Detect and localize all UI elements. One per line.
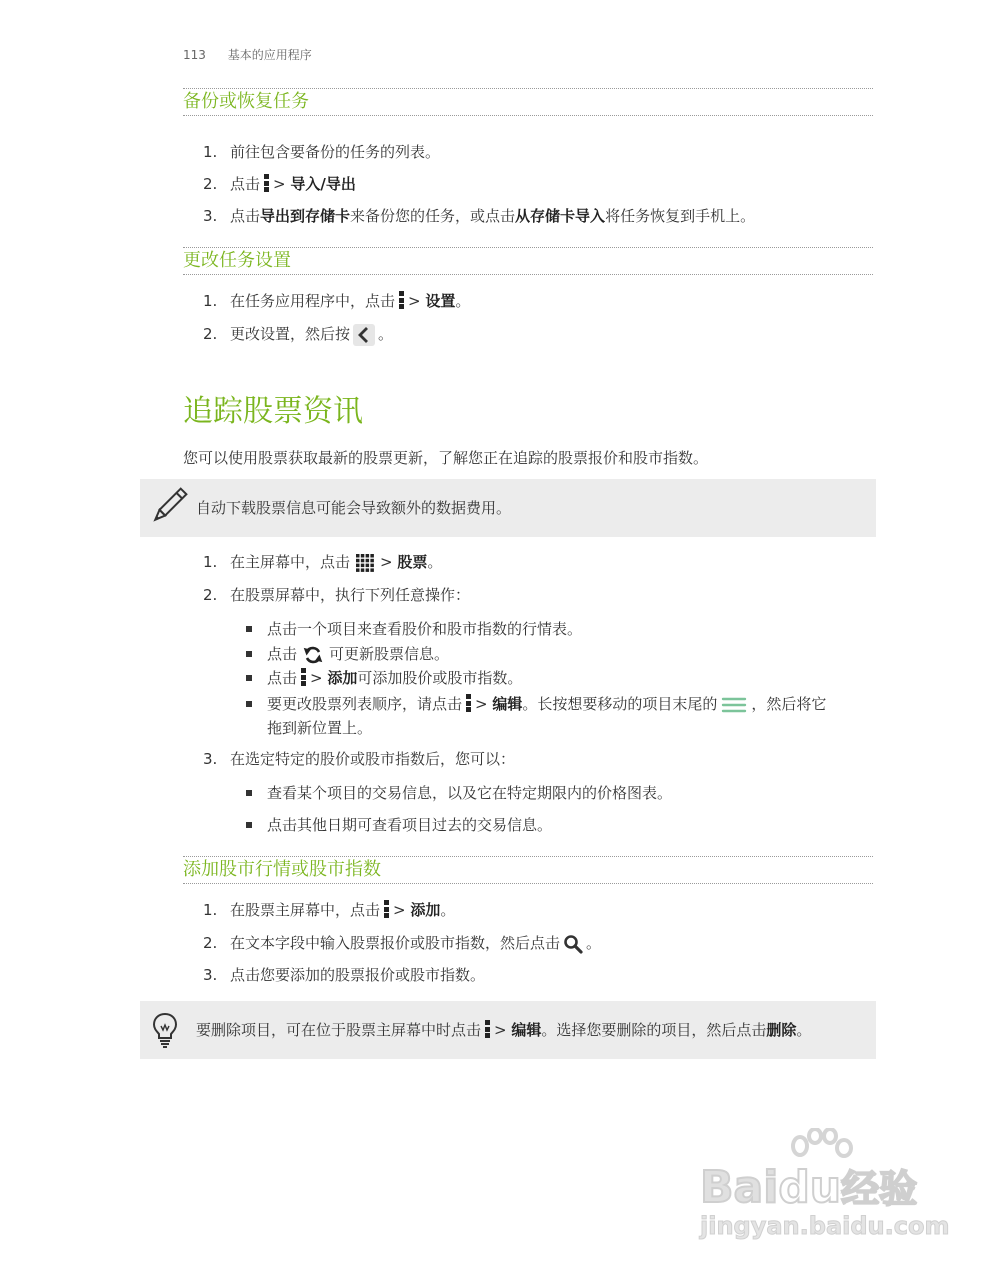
tip-box bbox=[140, 1001, 876, 1059]
menu-icon bbox=[485, 1020, 490, 1038]
menu-icon bbox=[399, 291, 404, 309]
list-item: 2. 更改设置，然后按 。 bbox=[203, 322, 393, 346]
list-item: 1. 在股票主屏幕中，点击 > 添加。 bbox=[203, 901, 456, 919]
list-item: 3. 在选定特定的股价或股市指数后，您可以： bbox=[203, 750, 516, 768]
tip-text: 要删除项目，可在位于股票主屏幕中时点击 > 编辑。选择您要删除的项目，然后点击删除。 bbox=[196, 1021, 812, 1039]
back-icon bbox=[353, 324, 375, 346]
baidu-watermark bbox=[700, 1128, 950, 1248]
note-box bbox=[140, 479, 876, 537]
apps-grid-icon bbox=[356, 554, 374, 572]
pencil-icon bbox=[148, 487, 188, 527]
section-backup bbox=[183, 88, 873, 118]
search-icon bbox=[563, 934, 583, 954]
list-item: 2. 在文本字段中输入股票报价或股市指数，然后点击 。 bbox=[203, 934, 602, 952]
list-item: 3. 点击导出到存储卡来备份您的任务，或点击从存储卡导入将任务恢复到手机上。 bbox=[203, 207, 756, 225]
list-item: 1. 前往包含要备份的任务的列表。 bbox=[203, 143, 441, 161]
lightbulb-icon bbox=[152, 1012, 178, 1048]
list-item: 2. 在股票屏幕中，执行下列任意操作： bbox=[203, 586, 471, 604]
section-title: 更改任务设置 bbox=[183, 250, 291, 271]
intro-paragraph: 您可以使用股票获取最新的股票更新，了解您正在追踪的股票报价和股市指数。 bbox=[183, 449, 709, 467]
chapter-title: 基本的应用程序 bbox=[227, 48, 312, 62]
page-number: 113 bbox=[183, 48, 206, 62]
list-item: 1. 在任务应用程序中，点击 > 设置。 bbox=[203, 292, 471, 310]
watermark-url: jingyan.baidu.com bbox=[700, 1212, 950, 1240]
section-title: 备份或恢复任务 bbox=[183, 91, 309, 112]
section-settings bbox=[183, 247, 873, 277]
menu-icon bbox=[264, 174, 269, 192]
list-item: 1. 在主屏幕中，点击 > 股票。 bbox=[203, 553, 443, 571]
refresh-icon bbox=[303, 645, 323, 665]
watermark-brand: Baidu经验 bbox=[700, 1162, 918, 1213]
section-title: 添加股市行情或股市指数 bbox=[183, 859, 381, 880]
menu-icon bbox=[301, 668, 306, 686]
chapter-heading: 追踪股票资讯 bbox=[183, 394, 363, 429]
menu-icon bbox=[384, 900, 389, 918]
reorder-handle-icon bbox=[721, 696, 747, 714]
note-text: 自动下载股票信息可能会导致额外的数据费用。 bbox=[196, 499, 512, 517]
page-header bbox=[183, 46, 312, 63]
section-add-stock bbox=[183, 856, 873, 886]
list-item: 3. 点击您要添加的股票报价或股市指数。 bbox=[203, 966, 486, 984]
list-item: 2. 点击 > 导入/导出 bbox=[203, 175, 356, 193]
menu-icon bbox=[466, 694, 471, 712]
